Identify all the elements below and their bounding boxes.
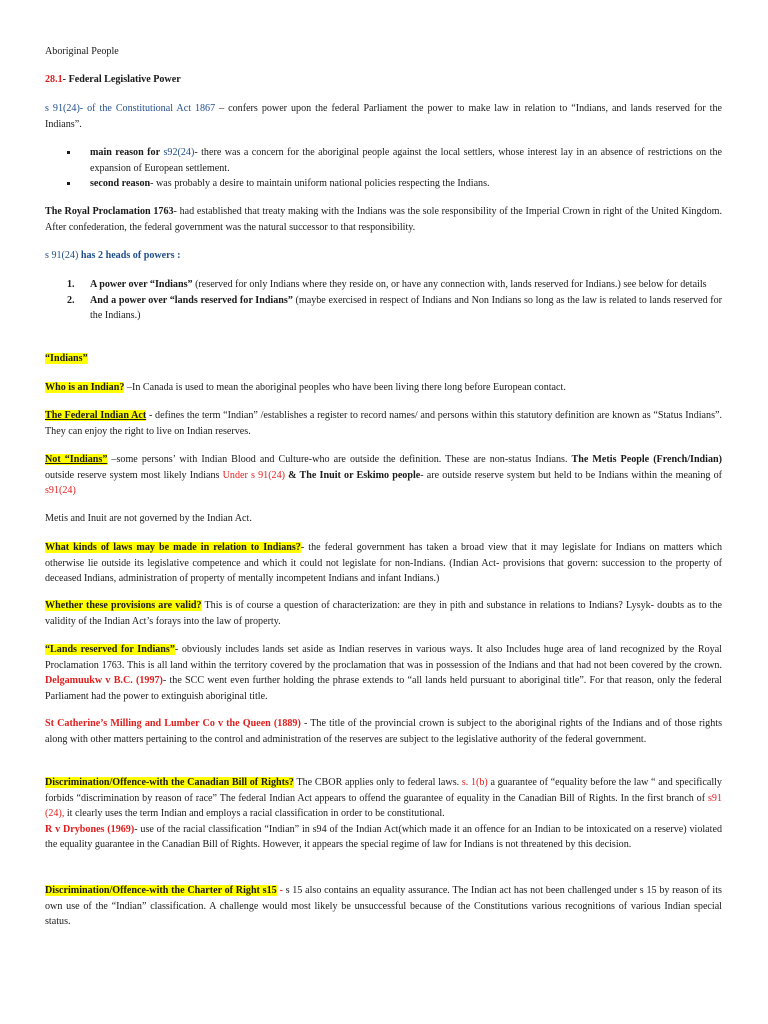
paragraph-s91-24: s 91(24)- of the Constitutional Act 1867 – confers power upon the federal Parliament the power to make law in relation to “Indians, and lands reserved for the Indians”. [45, 103, 722, 130]
paragraph-bill-of-rights: Discrimination/Offence-with the Canadian Bill of Rights? The CBOR applies only to federal laws. s. 1(b) a guarantee of “equality before the law “ and specifically forbids “discrimination by reason of race” The federal Indian Act appears to offend the guarantee of equality in the Canadian Bill of Rights. In the first branch of s91 (24), it clearly uses the term Indian and employs a racial classification in order to be constitutional. R v Drybones (1969)- use of the racial classification “Indian” in s94 of the Indian Act(which made it an offence for an Indian to be intoxicated on a reserve) violated the equality guarantee in the Canadian Bill of Rights. However, it appears the special regime of law for Indians is not threatened by this decision. [45, 777, 722, 851]
paragraph-royal-proclamation: The Royal Proclamation 1763- had established that treaty making with the Indians was the sole responsibility of the Imperial Crown in right of the United Kingdom. After confederation, the federal government was the natural successor to that responsibility. [45, 206, 722, 233]
paragraph-kinds-of-laws: What kinds of laws may be made in relation to Indians?- the federal government has taken a broad view that it may legislate for Indians on matters which otherwise lie outside its legislative competence and which it could not legislate for non-Indians. (Indian Act- provisions that govern: succession to the property of deceased Indians, administration of property of mentally incompetent Indians and infant Indians.) [45, 542, 722, 585]
heads-of-powers-heading: s 91(24) has 2 heads of powers : [45, 250, 181, 261]
section-number: 28.1 [45, 74, 63, 85]
list-item: main reason for s92(24)- there was a concern for the aboriginal people against the local settlers, whose interest lay in an absence of restrictions on the expansion of European settlement. [45, 145, 722, 176]
list-item: 2. And a power over “lands reserved for Indians” (maybe exercised in respect of Indians and Non Indians so long as the law is related to lands reserved for the Indians.) [67, 294, 722, 322]
reasons-list [45, 145, 722, 192]
document-title: Aboriginal People [45, 46, 119, 57]
section-label: Federal Legislative Power [68, 74, 181, 85]
paragraph-who-is-indian: Who is an Indian? –In Canada is used to mean the aboriginal peoples who have been living there long before European contact. [45, 382, 566, 393]
paragraph-lands-reserved: “Lands reserved for Indians”- obviously includes lands set aside as Indian reserves in various ways. It also Includes huge area of land recognized by the Royal Proclamation 1763. This is all land within the territory covered by the proclamation that was in possession of the Indians and that had not been covered by the crown. Delgamuukw v B.C. (1997)- the SCC went even further holding the phrase extends to “all lands held pursuant to aboriginal title”. For that reason, only the federal Parliament had the power to extinguish aboriginal title. [45, 644, 722, 702]
indians-heading: “Indians” [45, 353, 88, 364]
list-item: second reason- was probably a desire to maintain uniform national policies respecting the Indians. [45, 176, 722, 192]
constitutional-act-ref: s 91(24)- of the Constitutional Act 1867 [45, 103, 216, 114]
paragraph-provisions-valid: Whether these provisions are valid? This is of course a question of characterization: are they in pith and substance in relations to Indians? Lysyk- doubts as to the validity of the Indian Act’s forays into the law of property. [45, 600, 722, 627]
paragraph-federal-indian-act: The Federal Indian Act - defines the term “Indian” /establishes a register to record names/ and persons within this statutory definition are known as “Status Indians”. They can enjoy the right to live on Indian reserves. [45, 410, 723, 437]
paragraph-charter-s15: Discrimination/Offence-with the Charter of Right s15 - s 15 also contains an equality assurance. The Indian act has not been challenged under s 15 by reason of its own use of the “Indian” classification. A challenge would most likely be unsuccessful because of the Constitutions various recognitions of various Indian special status. [45, 885, 722, 928]
heads-of-powers-list [45, 277, 722, 324]
paragraph-metis-inuit: Metis and Inuit are not governed by the Indian Act. [45, 513, 252, 524]
paragraph-st-catherines: St Catherine’s Milling and Lumber Co v the Queen (1889) - The title of the provincial crown is subject to the aboriginal rights of the Indians and of those rights along with other matters pertaining to the control and administration of the reserves are subject to the legislative authority of the federal government. [45, 718, 722, 745]
section-heading: 28.1- Federal Legislative Power [45, 74, 181, 85]
list-item: 1. A power over “Indians” (reserved for only Indians where they reside on, or have any connection with, lands reserved for Indians.) see below for details [67, 279, 707, 290]
paragraph-not-indians: Not “Indians” –some persons’ with Indian Blood and Culture-who are outside the definition. These are non-status Indians. The Metis People (French/Indian) outside reserve system most likely Indians Under s 91(24) & The Inuit or Eskimo people- are outside reserve system but held to be Indians within the meaning of s91(24) [45, 454, 723, 497]
